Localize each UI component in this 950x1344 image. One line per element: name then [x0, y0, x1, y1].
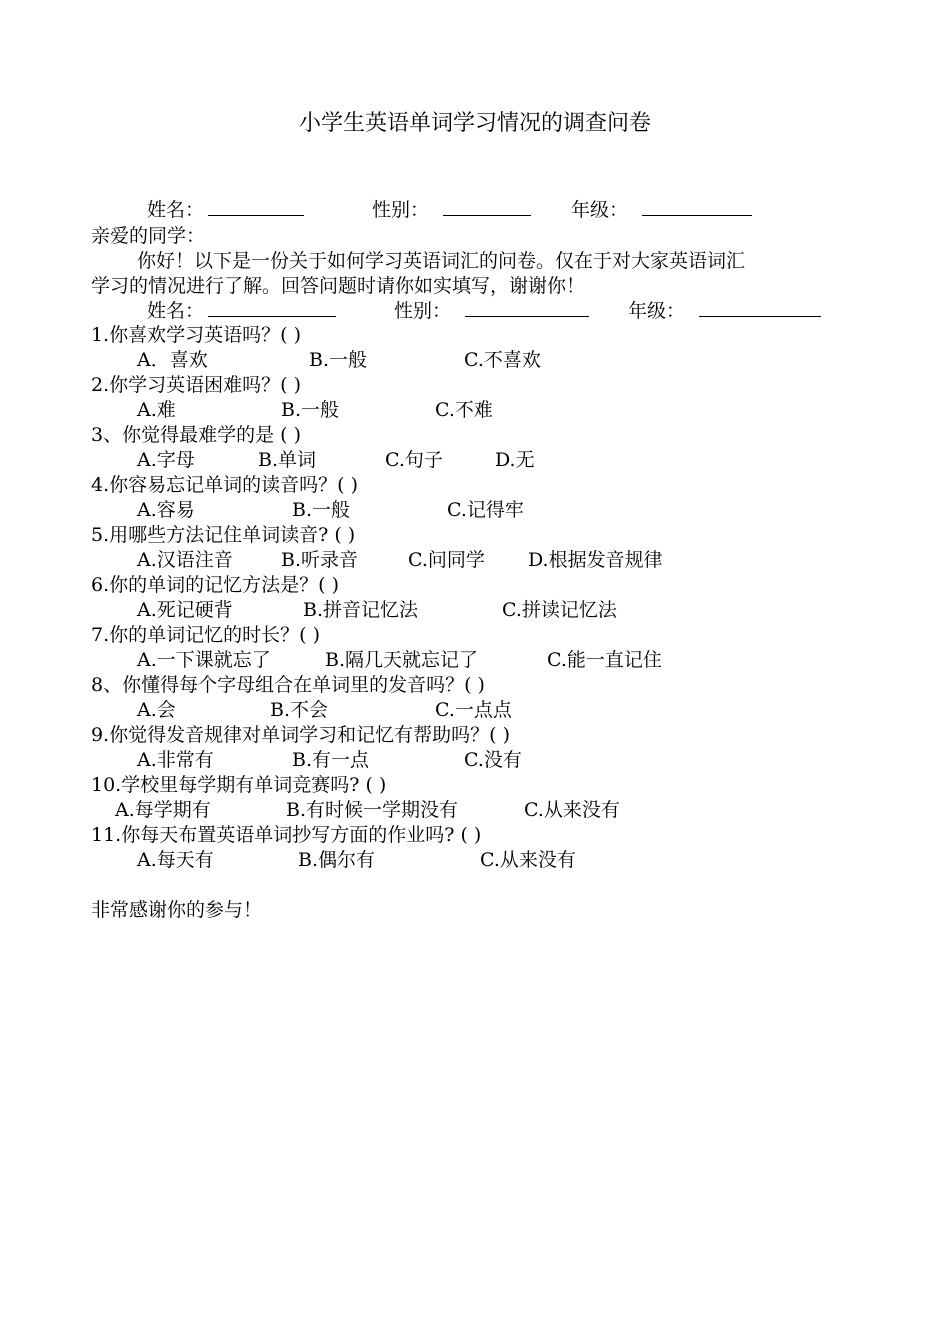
- option-2a[interactable]: A.难: [137, 399, 176, 421]
- question-1: 1.你喜欢学习英语吗？( ): [91, 324, 301, 346]
- option-3b[interactable]: B.单词: [258, 449, 317, 471]
- option-8c[interactable]: C.一点点: [435, 699, 512, 721]
- question-4: 4.你容易忘记单词的读音吗？( ): [91, 474, 358, 496]
- option-3d[interactable]: D.无: [495, 449, 535, 471]
- closing-note: 非常感谢你的参与！: [91, 899, 263, 921]
- option-8a[interactable]: A.会: [137, 699, 176, 721]
- question-2: 2.你学习英语困难吗？( ): [91, 374, 301, 396]
- option-2b[interactable]: B.一般: [281, 399, 340, 421]
- option-9a[interactable]: A.非常有: [137, 749, 214, 771]
- option-10c[interactable]: C.从来没有: [524, 799, 620, 821]
- question-10: 10.学校里每学期有单词竞赛吗? ( ): [91, 774, 387, 796]
- option-9c[interactable]: C.没有: [464, 749, 522, 771]
- name-field-2[interactable]: [208, 302, 336, 317]
- option-11c[interactable]: C.从来没有: [480, 849, 576, 871]
- option-4a[interactable]: A.容易: [137, 499, 195, 521]
- question-6: 6.你的单词的记忆方法是？( ): [91, 574, 339, 596]
- option-9b[interactable]: B.有一点: [292, 749, 370, 771]
- greeting: 亲爱的同学：: [91, 225, 206, 247]
- intro-line-2: 学习的情况进行了解。回答问题时请你如实填写，谢谢你！: [91, 275, 586, 297]
- option-11a[interactable]: A.每天有: [137, 849, 214, 871]
- name-field-1[interactable]: [208, 201, 304, 216]
- grade-label-1: 年级：: [571, 201, 752, 220]
- grade-label-2: 年级：: [628, 302, 821, 321]
- question-3: 3、你觉得最难学的是 ( ): [91, 424, 301, 446]
- grade-field-2[interactable]: [699, 302, 821, 317]
- option-1b[interactable]: B.一般: [309, 349, 368, 371]
- option-6c[interactable]: C.拼读记忆法: [502, 599, 617, 621]
- option-7b[interactable]: B.隔几天就忘记了: [325, 649, 479, 671]
- option-4c[interactable]: C.记得牢: [447, 499, 524, 521]
- option-10b[interactable]: B.有时候一学期没有: [286, 799, 459, 821]
- grade-field-1[interactable]: [642, 201, 752, 216]
- option-3c[interactable]: C.句子: [385, 449, 443, 471]
- option-3a[interactable]: A.字母: [137, 449, 195, 471]
- option-6a[interactable]: A.死记硬背: [137, 599, 233, 621]
- name-label-2: 姓名：: [147, 302, 336, 321]
- question-7: 7.你的单词记忆的时长？( ): [91, 624, 320, 646]
- option-4b[interactable]: B.一般: [292, 499, 351, 521]
- option-7a[interactable]: A.一下课就忘了: [137, 649, 271, 671]
- gender-field-1[interactable]: [443, 201, 531, 216]
- question-11: 11.你每天布置英语单词抄写方面的作业吗? ( ): [91, 824, 482, 846]
- question-8: 8、你懂得每个字母组合在单词里的发音吗？( ): [91, 674, 485, 696]
- option-5b[interactable]: B.听录音: [281, 549, 359, 571]
- option-6b[interactable]: B.拼音记忆法: [303, 599, 419, 621]
- question-9: 9.你觉得发音规律对单词学习和记忆有帮助吗？( ): [91, 724, 510, 746]
- option-5a[interactable]: A.汉语注音: [137, 549, 233, 571]
- option-5c[interactable]: C.问同学: [408, 549, 485, 571]
- gender-field-2[interactable]: [465, 302, 589, 317]
- question-5: 5.用哪些方法记住单词读音? ( ): [91, 524, 356, 546]
- option-2c[interactable]: C.不难: [435, 399, 493, 421]
- option-10a[interactable]: A.每学期有: [115, 799, 211, 821]
- option-5d[interactable]: D.根据发音规律: [528, 549, 663, 571]
- option-11b[interactable]: B.偶尔有: [298, 849, 376, 871]
- option-1a[interactable]: A．喜欢: [137, 349, 208, 371]
- gender-label-1: 性别：: [372, 201, 531, 220]
- option-8b[interactable]: B.不会: [270, 699, 329, 721]
- option-1c[interactable]: C.不喜欢: [464, 349, 541, 371]
- page-title: 小学生英语单词学习情况的调查问卷: [298, 111, 651, 136]
- option-7c[interactable]: C.能一直记住: [547, 649, 662, 671]
- intro-line-1: 你好！以下是一份关于如何学习英语词汇的问卷。仅在于对大家英语词汇: [137, 250, 746, 272]
- name-label-1: 姓名：: [147, 201, 304, 220]
- gender-label-2: 性别：: [394, 302, 589, 321]
